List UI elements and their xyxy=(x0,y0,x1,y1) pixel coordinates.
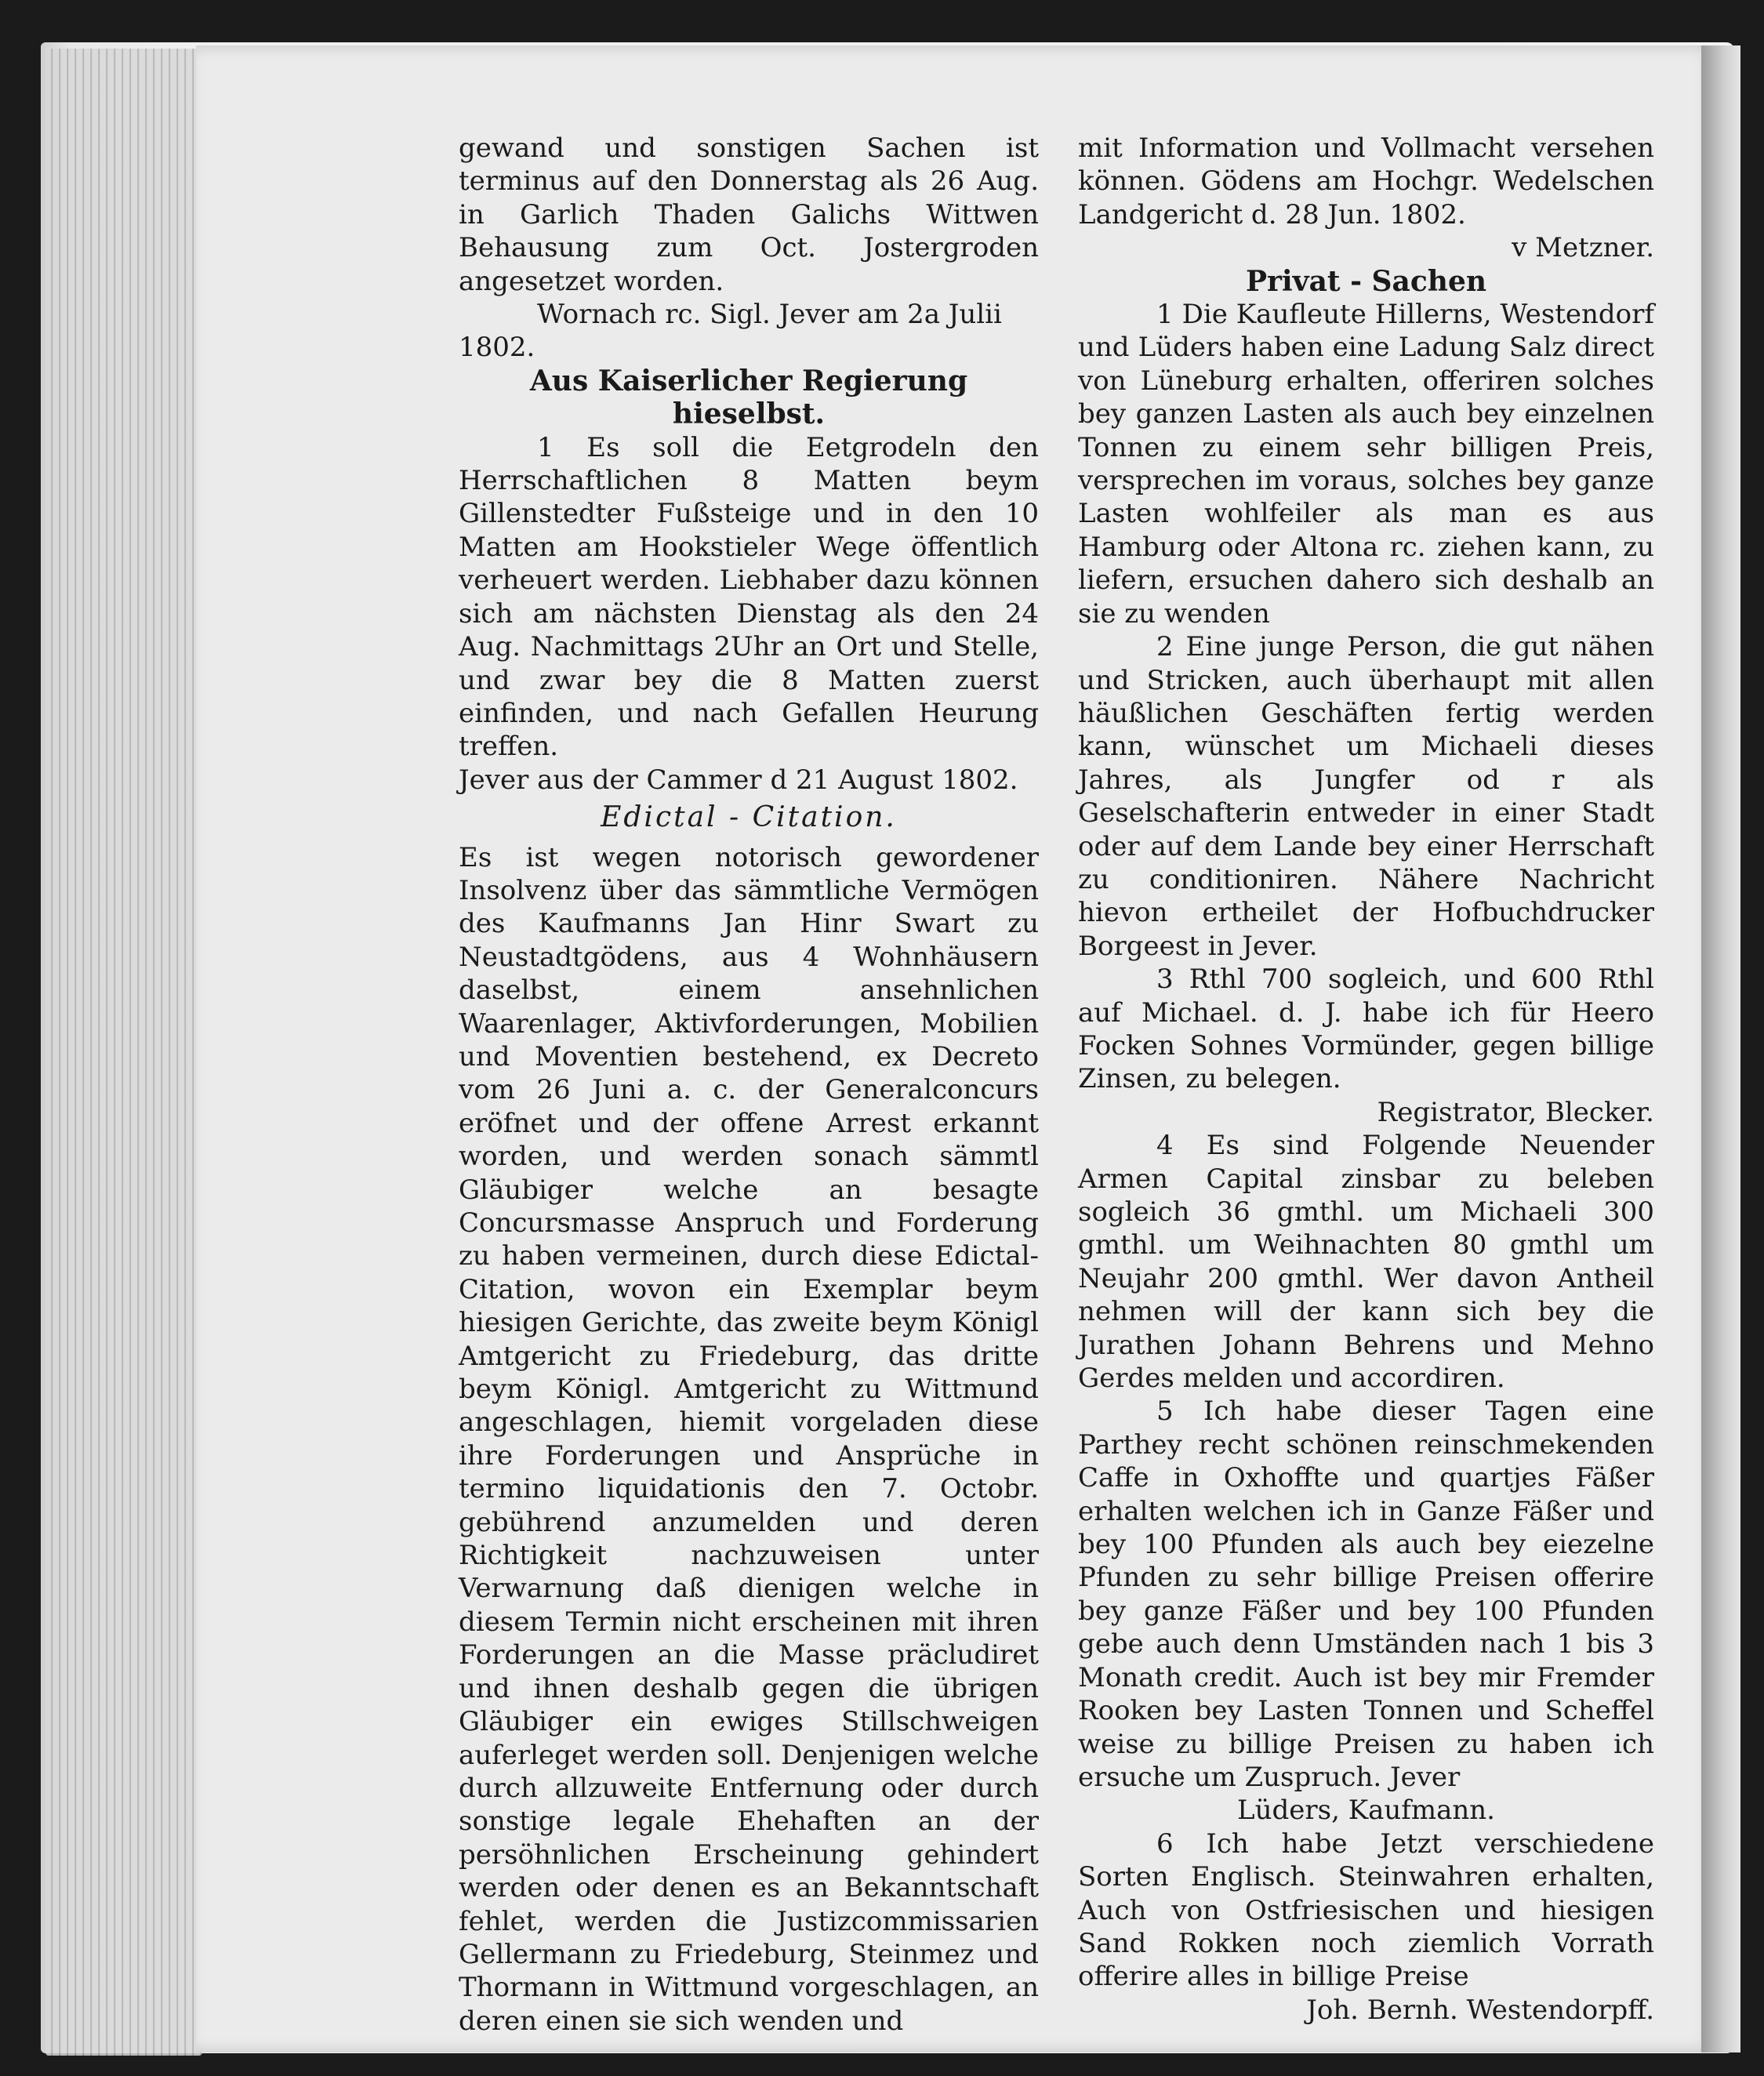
item-5: 5 Ich habe dieser Tagen eine Parthey recht schönen reinschmekenden Caffe in Oxhoffte und quartjes Fäßer erhalten welchen ich in Ganze Fäßer und bey 100 Pfunden als auch bey eiezelne Pfunden zu sehr billige Preisen offerire bey ganze Fäßer und bey 100 Pfunden gebe auch denn Umständen nach 1 bis 3 Monath credit. Auch ist bey mir Fremder Rooken bey Lasten Tonnen und Scheffel weise zu billige Preisen zu haben ich ersuche um Zuspruch. Jever xyxy=(1078,1395,1654,1793)
citation-body: Es ist wegen notorisch gewordener Insolvenz über das sämmtliche Vermögen des Kaufmanns Jan Hinr Swart zu Neustadtgödens, aus 4 Wohnhäusern daselbst, einem ansehnlichen Waarenlager, Aktivforderungen, Mobilien und Moventien bestehend, ex Decreto vom 26 Juni a. c. der Generalconcurs eröfnet und der offene Arrest erkannt worden, und werden sonach sämmtl Gläubiger welche an besagte Concursmasse Anspruch und Forderung zu haben vermeinen, durch diese Edictal-Citation, wovon ein Exemplar beym hiesigen Gerichte, das zweite beym Königl Amtgericht zu Friedeburg, das dritte beym Königl. Amtgericht zu Wittmund angeschlagen, hiemit vorgeladen diese ihre Forderungen und Ansprüche in termino liquidationis den 7. Octobr. gebührend anzumelden und deren Richtigkeit nachzuweisen unter Verwarnung daß dienigen welche in diesem Termin nicht erscheinen mit ihren Forderungen an die Masse präcludiret und ihnen deshalb gegen die übrigen Gläubiger ein ewiges Stillschweigen auferleget werden soll. Denjenigen welche durch allzuweite Entfernung oder durch sonstige legale Ehehaften an der persöhnlichen Erscheinung gehindert werden oder denen es an Bekanntschaft fehlet, werden die Justizcommissarien Gellermann zu Friedeburg, Steinmez und Thormann in Wittmund vorgeschlagen, an deren einen sie sich wenden und xyxy=(459,841,1039,2037)
item-3: 3 Rthl 700 sogleich, und 600 Rthl auf Michael. d. J. habe ich für Heero Focken Sohnes Vormünder, gegen billige Zinsen, zu belegen. xyxy=(1078,964,1654,1095)
section-heading-regierung: Aus Kaiserlicher Regierung hieselbst. xyxy=(529,364,968,431)
page-edges xyxy=(45,49,202,2056)
intro-paragraph: gewand und sonstigen Sachen ist terminus auf den Donnerstag als 26 Aug. in Garlich Thaden Galichs Wittwen Behausung zum Oct. Jostergroden angesetzet worden. xyxy=(459,132,1039,297)
signoff-year: 1802. xyxy=(459,332,535,364)
item-4: 4 Es sind Folgende Neuender Armen Capital zinsbar zu beleben sogleich 36 gmthl. um Michaeli 300 gmthl. um Weihnachten 80 gmthl um Neujahr 200 gmthl. Wer davon Antheil nehmen will der kann sich bey die Jurathen Johann Behrens und Mehno Gerdes melden und accordiren. xyxy=(1078,1130,1654,1395)
notice-1: 1 Es soll die Eetgrodeln den Herrschaftlichen 8 Matten beym Gillenstedter Fußsteige und in den 10 Matten am Hookstieler Wege öffentlich verheuert werden. Liebhaber dazu können sich am nächsten Dienstag als den 24 Aug. Nachmittags 2Uhr an Ort und Stelle, und zwar bey die 8 Matten zuerst einfinden, und nach Gefallen Heurung treffen. xyxy=(459,431,1039,763)
signoff-line: Wornach rc. Sigl. Jever am 2a Julii xyxy=(537,299,1002,331)
notice-1-signoff: Jever aus der Cammer d 21 August 1802. xyxy=(459,764,1018,796)
item-6-signature: Joh. Bernh. Westendorpff. xyxy=(1306,1994,1654,2026)
gutter-shadow xyxy=(1701,45,1740,2052)
citation-heading: Edictal - Citation. xyxy=(601,801,897,834)
item-1: 1 Die Kaufleute Hillerns, Westendorf und Lüders haben eine Ladung Salz direct von Lüneburg erhalten, offeriren solches bey ganzen Lasten als auch bey einzelnen Tonnen zu einem sehr billigen Preis, versprechen im voraus, solches bey ganze Lasten wohlfeiler als man es aus Hamburg oder Altona rc. ziehen kann, zu liefern, ersuchen dahero sich deshalb an sie zu wenden xyxy=(1078,299,1654,630)
item-2: 2 Eine junge Person, die gut nähen und Stricken, auch überhaupt mit allen häußlichen Geschäften fertig werden kann, wünschet um Michaeli dieses Jahres, als Jungfer od r als Geselschafterin entweder in einer Stadt oder auf dem Lande bey einer Herrschaft zu conditioniren. Nähere Nachricht hievon ertheilet der Hofbuchdrucker Borgeest in Jever. xyxy=(1078,631,1654,962)
continuation-paragraph: mit Information und Vollmacht versehen können. Gödens am Hochgr. Wedelschen Landgericht d. 28 Jun. 1802. xyxy=(1078,132,1654,230)
section-heading-privat: Privat - Sachen xyxy=(1245,264,1487,298)
continuation-signature: v Metzner. xyxy=(1512,232,1654,264)
right-column xyxy=(1078,132,1654,2027)
item-3-signature: Registrator, Blecker. xyxy=(1377,1096,1654,1128)
left-column xyxy=(459,132,1039,2038)
item-5-signature: Lüders, Kaufmann. xyxy=(1237,1795,1495,1827)
item-6: 6 Ich habe Jetzt verschiedene Sorten Englisch. Steinwahren erhalten, Auch von Ostfriesischen und hiesigen Sand Rokken noch ziemlich Vorrath offerire alles in billige Preise xyxy=(1078,1827,1654,1993)
